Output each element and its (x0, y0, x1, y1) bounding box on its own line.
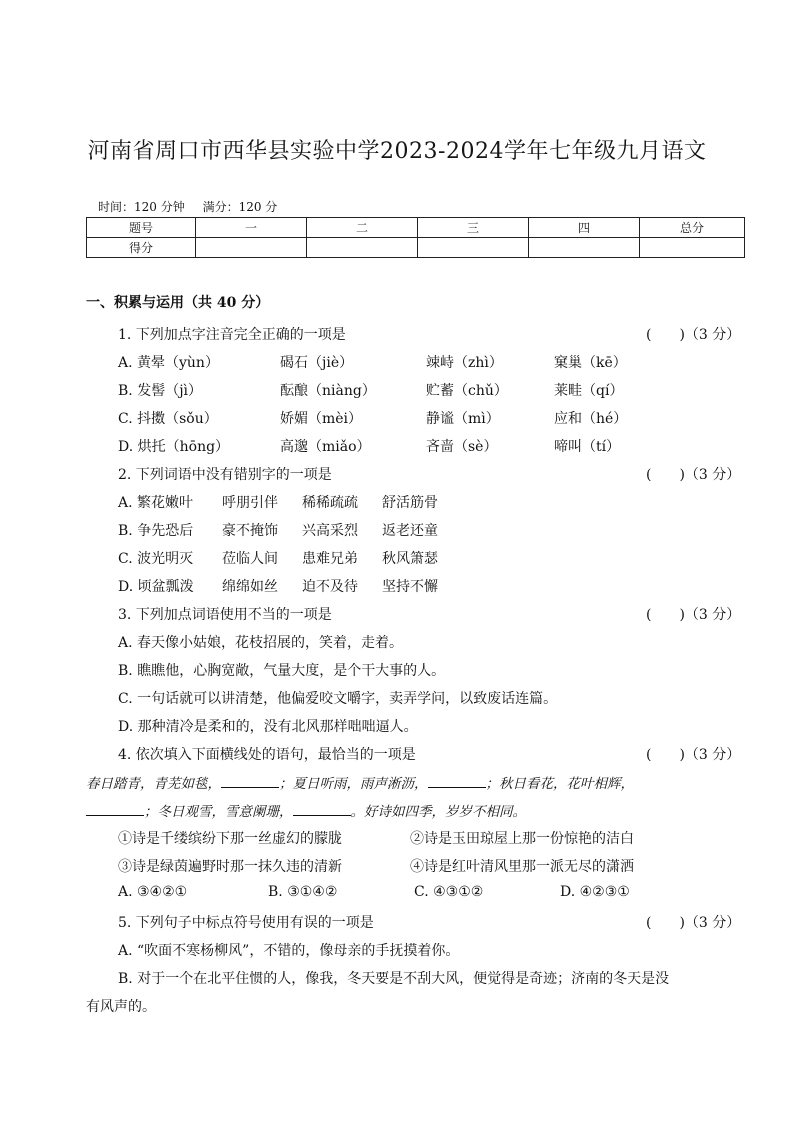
q4-passage-text: ；夏日听雨，雨声淅沥， (279, 776, 428, 792)
question-4-points: ( )（3 分） (646, 747, 741, 763)
score-cell: 总分 (640, 218, 745, 238)
question-2-points: ( )（3 分） (646, 467, 741, 483)
q1-option-b-word: 酝酿（niàng） (280, 383, 376, 399)
exam-full-score: 满分：120 分 (202, 200, 278, 214)
q1-option-b-word: 贮蓄（chǔ） (426, 383, 508, 399)
score-table-score-row (87, 238, 745, 258)
q4-option-a[interactable]: A. ③④②① (118, 884, 188, 900)
q4-option-c[interactable]: C. ④③①② (414, 884, 484, 900)
fill-blank-4[interactable] (293, 803, 351, 816)
q2-option-a[interactable]: A. 繁花嫩叶 (118, 495, 194, 511)
q1-option-d-word: 高邈（miǎo） (280, 439, 371, 455)
score-cell: 二 (307, 218, 418, 238)
page-title: 河南省周口市西华县实验中学2023-2024学年七年级九月语文 (87, 139, 707, 164)
q1-option-b-word: 莱畦（qí） (554, 383, 624, 399)
q4-option-b[interactable]: B. ③①④② (268, 884, 338, 900)
q4-passage-text: 。好诗如四季，岁岁不相同。 (350, 804, 526, 820)
score-cell: 得分 (87, 238, 196, 258)
q5-option-b-continued: 有风声的。 (86, 999, 156, 1015)
q4-choice-2: ②诗是玉田琼屋上那一份惊艳的洁白 (410, 831, 634, 847)
score-input-cell[interactable] (418, 238, 529, 258)
q2-option-d-word: 迫不及待 (302, 579, 358, 595)
q2-option-d-word: 坚持不懈 (382, 579, 438, 595)
q4-passage-text: 春日踏青，青芜如毯， (86, 776, 221, 792)
q2-option-c-word: 患难兄弟 (302, 551, 358, 567)
q4-passage-line-2 (86, 800, 526, 820)
q1-option-a[interactable]: A. 黄晕（yùn） (118, 355, 219, 371)
q1-option-a-word: 窠巢（kē） (554, 355, 627, 371)
q1-option-c-word: 娇媚（mèi） (280, 411, 363, 427)
fill-blank-2[interactable] (428, 775, 486, 788)
q2-option-a-word: 舒活筋骨 (382, 495, 438, 511)
question-5-stem: 5. 下列句子中标点符号使用有误的一项是 (118, 915, 374, 931)
score-cell: 三 (418, 218, 529, 238)
score-cell: 一 (196, 218, 307, 238)
q2-option-a-word: 稀稀疏疏 (302, 495, 358, 511)
question-5-points: ( )（3 分） (646, 915, 741, 931)
q2-option-d-word: 绵绵如丝 (222, 579, 278, 595)
question-3-stem: 3. 下列加点词语使用不当的一项是 (118, 607, 332, 623)
q4-passage-line-1 (86, 772, 634, 792)
score-cell: 题号 (87, 218, 196, 238)
score-table-header-row (87, 218, 745, 238)
q1-option-b[interactable]: B. 发髻（jì） (118, 383, 203, 399)
q1-option-d-word: 啼叫（tí） (554, 439, 621, 455)
q1-option-c-word: 应和（hé） (554, 411, 628, 427)
q1-option-a-word: 竦峙（zhì） (426, 355, 503, 371)
q2-option-b-word: 兴高采烈 (302, 523, 358, 539)
q2-option-d[interactable]: D. 顷盆瓢泼 (118, 579, 194, 595)
q3-option-a[interactable]: A. 春天像小姑娘，花枝招展的，笑着，走着。 (118, 635, 404, 651)
q4-passage-text: ；秋日看花，花叶相辉， (485, 776, 634, 792)
question-2-stem: 2. 下列词语中没有错别字的一项是 (118, 467, 332, 483)
q2-option-c-word: 秋风箫瑟 (382, 551, 438, 567)
q5-option-a[interactable]: A. “吹面不寒杨柳风”，不错的，像母亲的手抚摸着你。 (118, 943, 460, 959)
exam-time: 时间：120 分钟 (98, 200, 185, 214)
q1-option-d-word: 吝啬（sè） (426, 439, 498, 455)
q1-option-d[interactable]: D. 烘托（hōng） (118, 439, 230, 455)
q1-option-c[interactable]: C. 抖擞（sǒu） (118, 411, 218, 427)
score-table (86, 217, 745, 258)
q2-option-c[interactable]: C. 波光明灭 (118, 551, 194, 567)
q5-option-b[interactable]: B. 对于一个在北平住惯的人，像我，冬天要是不刮大风，便觉得是奇迹；济南的冬天是没 (118, 971, 670, 987)
q1-option-a-word: 碣石（jiè） (280, 355, 354, 371)
q2-option-a-word: 呼朋引伴 (222, 495, 278, 511)
q2-option-b-word: 豪不掩饰 (222, 523, 278, 539)
question-1-stem: 1. 下列加点字注音完全正确的一项是 (118, 327, 346, 343)
score-cell: 四 (529, 218, 640, 238)
q4-passage-text: ；冬日观雪，雪意阑珊， (144, 804, 293, 820)
q4-choice-3: ③诗是绿茵遍野时那一抹久违的清新 (118, 859, 342, 875)
exam-meta (98, 198, 291, 215)
question-4-stem: 4. 依次填入下面横线处的语句，最恰当的一项是 (118, 747, 416, 763)
score-input-cell[interactable] (640, 238, 745, 258)
q3-option-d[interactable]: D. 那种清冷是柔和的，没有北风那样咄咄逼人。 (118, 719, 418, 735)
section-heading: 一、积累与运用（共 40 分） (86, 295, 270, 311)
q3-option-c[interactable]: C. 一句话就可以讲清楚，他偏爱咬文嚼字，卖弄学问，以致废话连篇。 (118, 691, 558, 707)
score-input-cell[interactable] (529, 238, 640, 258)
q2-option-c-word: 莅临人间 (222, 551, 278, 567)
fill-blank-1[interactable] (221, 775, 279, 788)
score-input-cell[interactable] (307, 238, 418, 258)
fill-blank-3[interactable] (86, 803, 144, 816)
score-input-cell[interactable] (196, 238, 307, 258)
question-3-points: ( )（3 分） (646, 607, 741, 623)
q2-option-b-word: 返老还童 (382, 523, 438, 539)
question-1-points: ( )（3 分） (646, 327, 741, 343)
q3-option-b[interactable]: B. 瞧瞧他，心胸宽敞，气量大度，是个干大事的人。 (118, 663, 446, 679)
q4-choice-1: ①诗是千缕缤纷下那一丝虚幻的朦胧 (118, 831, 342, 847)
q4-choice-4: ④诗是红叶清风里那一派无尽的潇洒 (410, 859, 634, 875)
q1-option-c-word: 静谧（mì） (426, 411, 500, 427)
q4-option-d[interactable]: D. ④②③① (560, 884, 630, 900)
q2-option-b[interactable]: B. 争先恐后 (118, 523, 194, 539)
